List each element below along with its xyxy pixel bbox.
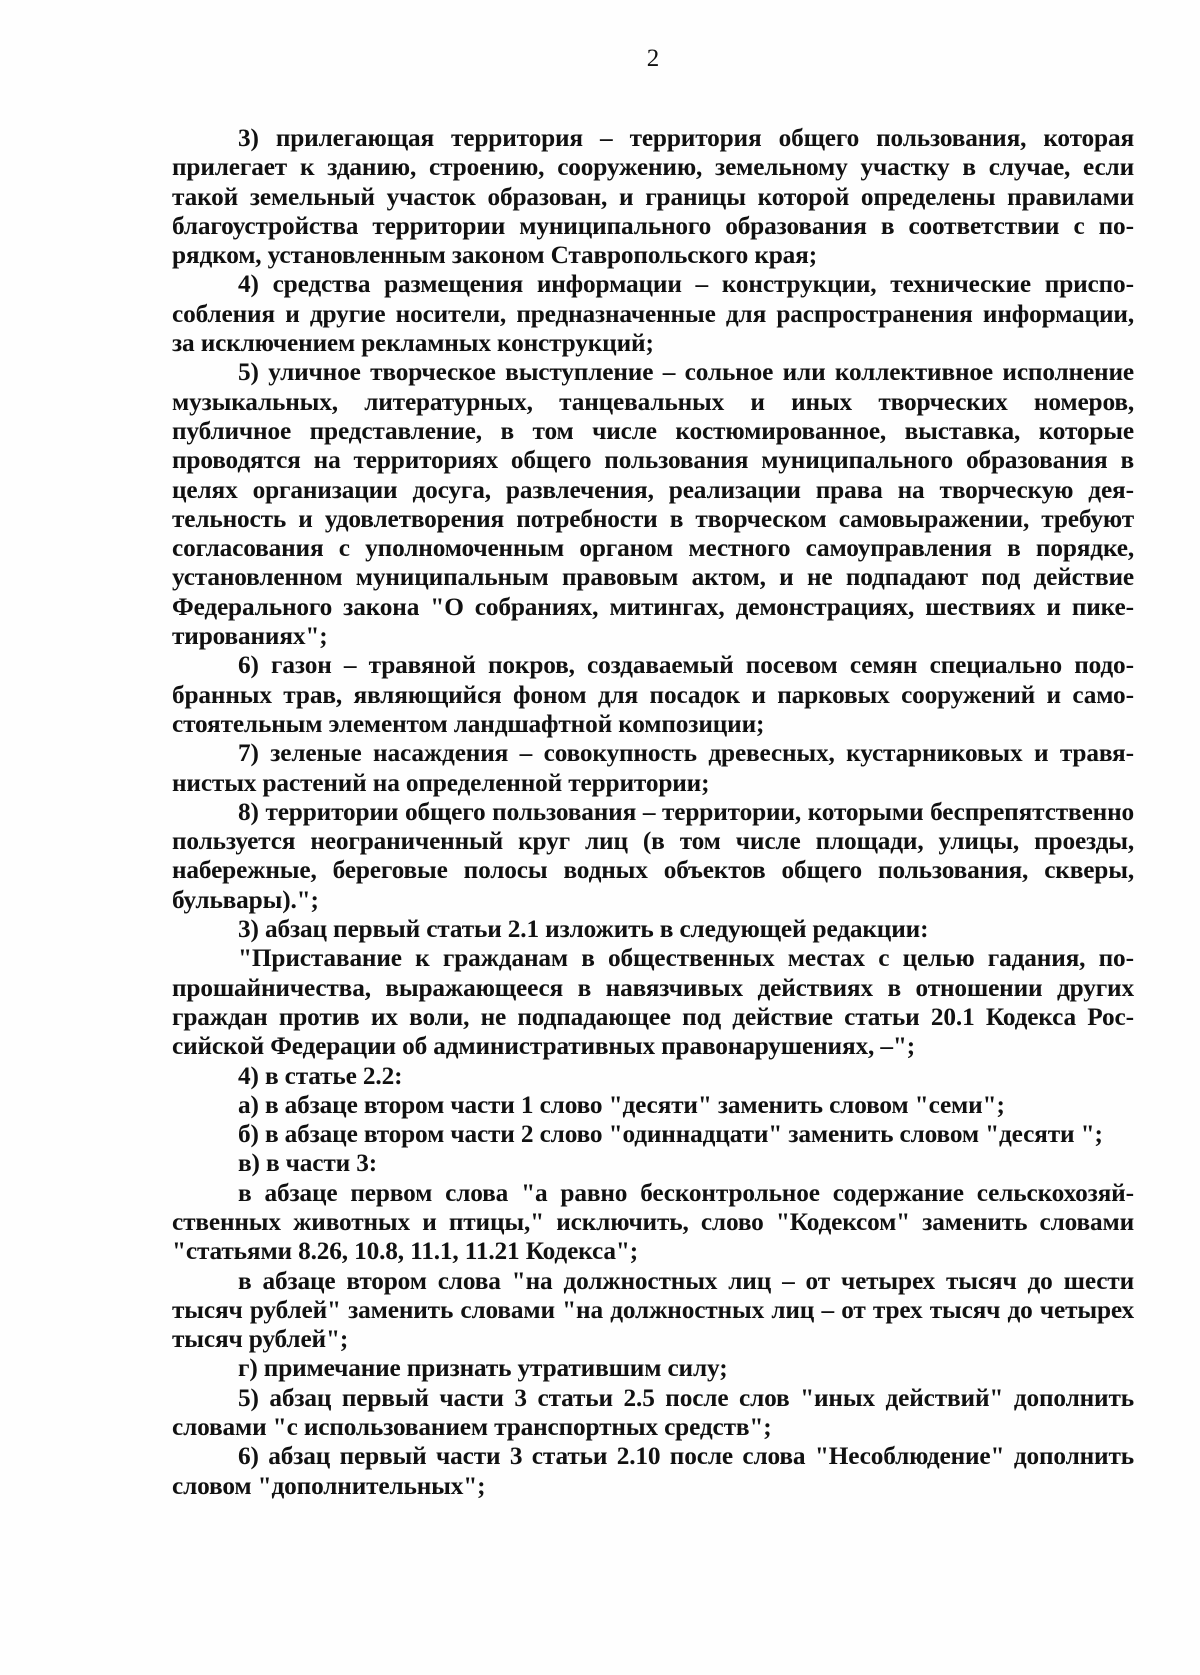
paragraph-item-3-adjacent-territory: 3) прилегающая территория – территория общего пользования, которая прилегает к зданию, строению, сооружению, земельному участку в случае, если такой земельный участок образован, и границы которой определены правилами благоустройства территории муниципального образования в соответствии с порядком, установленным законом Ставропольского края; bbox=[172, 124, 1134, 270]
paragraph-amendment-5: 5) абзац первый части 3 статьи 2.5 после слов "иных действий" дополнить словами "с использованием транспортных средств"; bbox=[172, 1383, 1134, 1442]
paragraph-item-6-lawn: 6) газон – травяной покров, создаваемый посевом семян специально подобранных трав, являющийся фоном для посадок и парковых сооружений и самостоятельным элементом ландшафтной композиции; bbox=[172, 651, 1134, 738]
paragraph-amendment-4v-second: в абзаце втором слова "на должностных лиц – от четырех тысяч до шести тысяч рублей" заменить словами "на должностных лиц – от трех тысяч до четырех тысяч рублей"; bbox=[172, 1266, 1134, 1354]
paragraph-amendment-4v: в) в части 3: bbox=[238, 1149, 377, 1178]
paragraph-item-4-information-means: 4) средства размещения информации – конструкции, технические приспособления и другие носители, предназначенные для распространения информации, за исключением рекламных конструкций; bbox=[172, 270, 1134, 358]
document-body bbox=[172, 124, 1134, 1501]
paragraph-amendment-4b: б) в абзаце втором части 2 слово "одиннадцати" заменить словом "десяти "; bbox=[238, 1120, 1103, 1149]
paragraph-amendment-3: 3) абзац первый статьи 2.1 изложить в следующей редакции: bbox=[238, 915, 929, 944]
paragraph-item-5-street-performance: 5) уличное творческое выступление – сольное или коллективное исполнение музыкальных, литературных, танцевальных и иных творческих номеров, публичное представление, в том числе костюмированное, выставка, которые проводятся на территориях общего пользования муниципального образования в целях организации досуга, развлечения, реализации права на творческую деятельность и удовлетворения потребности в творческом самовыражении, требуют согласования с уполномоченным органом местного самоуправления в порядке, установленном муниципальным правовым актом, и не подпадают под действие Федерального закона "О собраниях, митингах, демонстрациях, шествиях и пикетированиях"; bbox=[172, 358, 1134, 651]
paragraph-amendment-6: 6) абзац первый части 3 статьи 2.10 после слова "Несоблюдение" дополнить словом "дополнительных"; bbox=[172, 1442, 1134, 1500]
paragraph-amendment-4g: г) примечание признать утратившим силу; bbox=[238, 1354, 728, 1383]
paragraph-amendment-4a: а) в абзаце втором части 1 слово "десяти" заменить словом "семи"; bbox=[238, 1090, 1005, 1119]
paragraph-item-8-public-territories: 8) территории общего пользования – территории, которыми беспрепятственно пользуется неограниченный круг лиц (в том числе площади, улицы, проезды, набережные, береговые полосы водных объектов общего пользования, скверы, бульвары)."; bbox=[172, 797, 1134, 914]
paragraph-item-7-green-spaces: 7) зеленые насаждения – совокупность древесных, кустарниковых и травянистых растений на определенной территории; bbox=[172, 739, 1134, 797]
page-number: 2 bbox=[646, 45, 660, 72]
paragraph-amendment-4v-first: в абзаце первом слова "а равно бесконтрольное содержание сельскохозяйственных животных и птицы," исключить, слово "Кодексом" заменить словами "статьями 8.26, 10.8, 11.1, 11.21 Кодекса"; bbox=[172, 1178, 1134, 1266]
paragraph-amendment-4: 4) в статье 2.2: bbox=[238, 1061, 403, 1090]
paragraph-amendment-3-text: "Приставание к гражданам в общественных местах с целью гадания, попрошайничества, выражающееся в навязчивых действиях в отношении других граждан против их воли, не подпадающее под действие статьи 20.1 Кодекса Российской Федерации об административных правонарушениях, –"; bbox=[172, 944, 1134, 1061]
